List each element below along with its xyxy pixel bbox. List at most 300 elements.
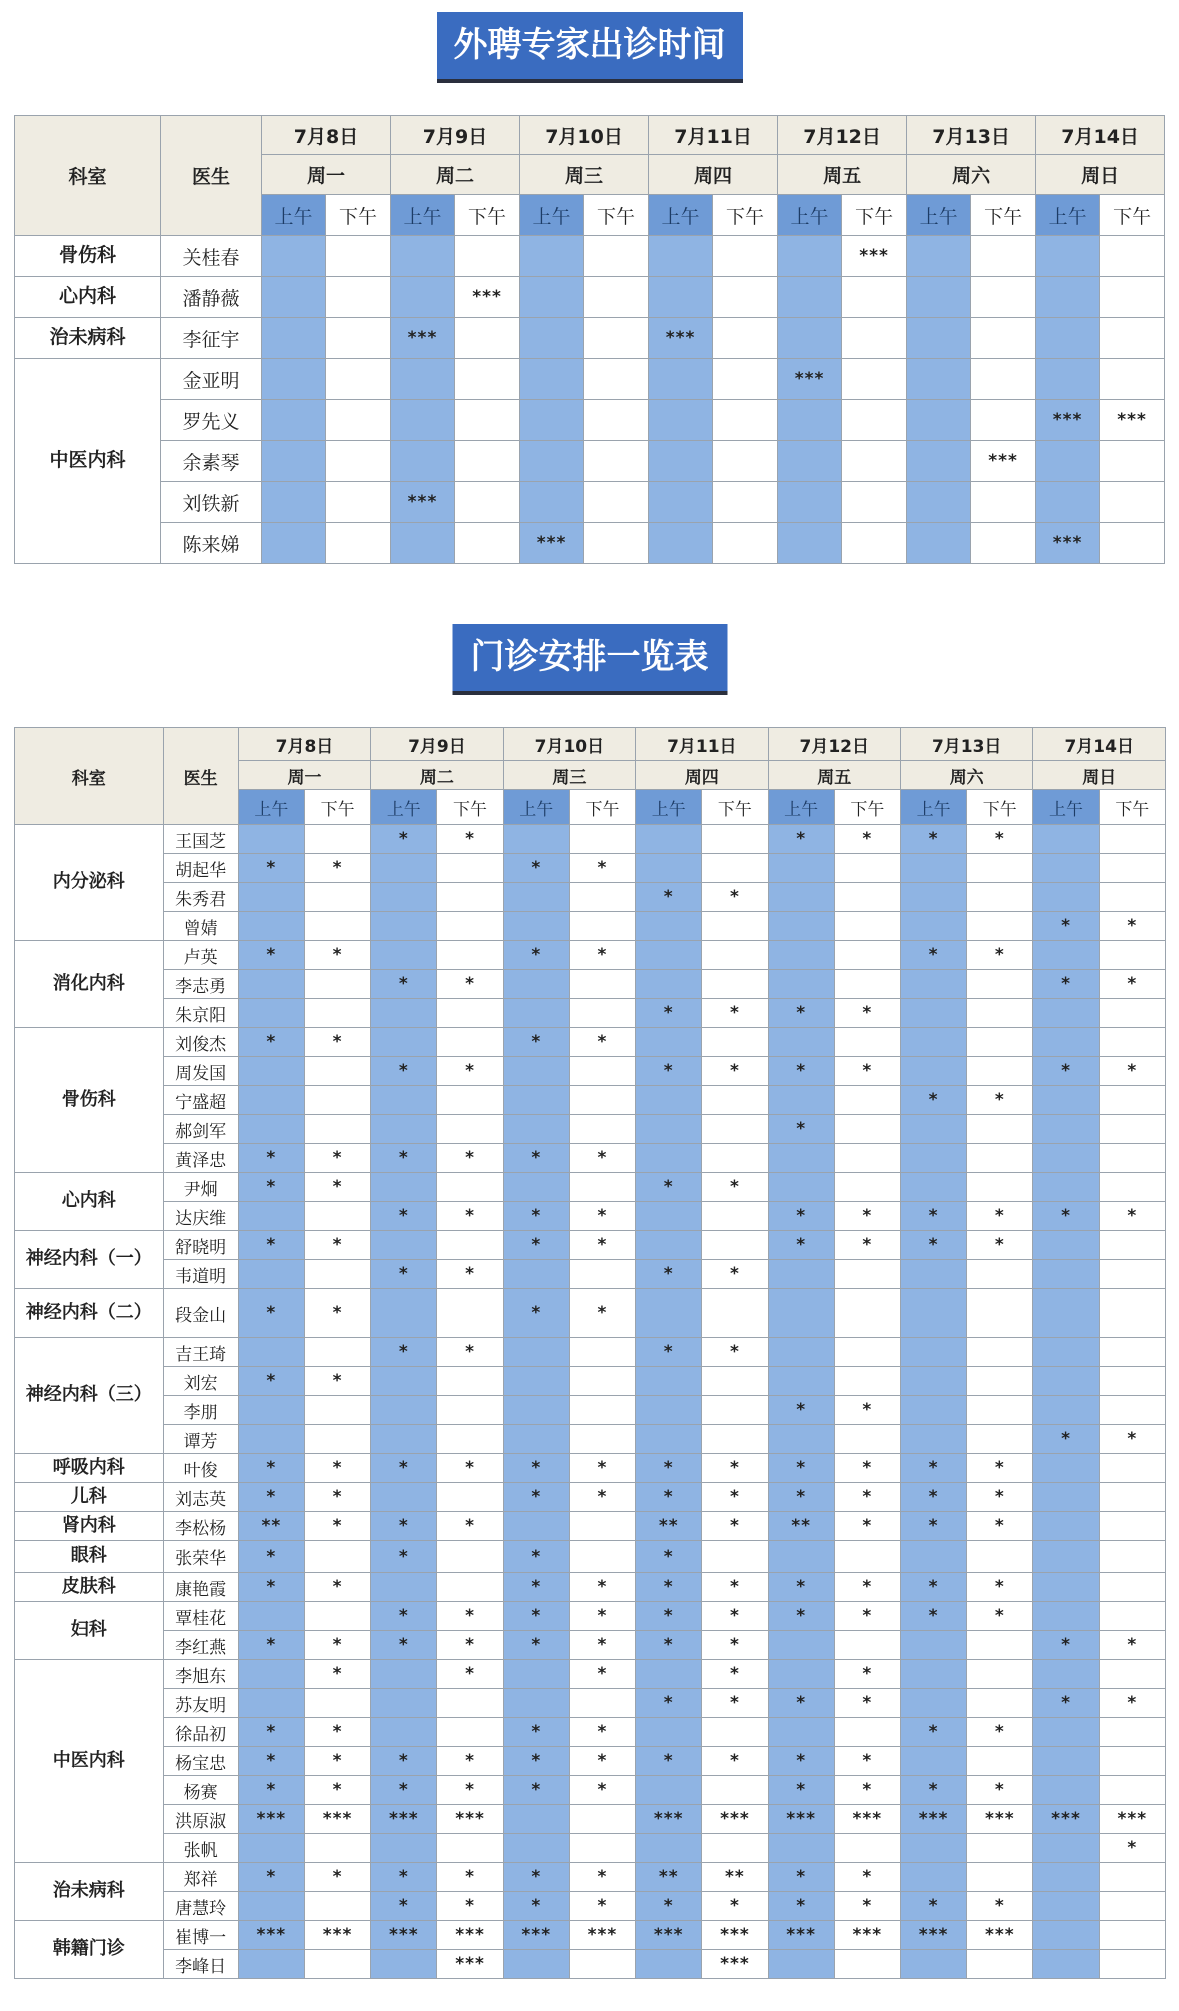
schedule-slot (238, 1057, 304, 1086)
schedule-slot: * (569, 1573, 635, 1602)
schedule-slot: * (636, 883, 702, 912)
schedule-slot: * (437, 970, 503, 999)
department-cell: 神经内科（三） (15, 1338, 164, 1454)
schedule-slot (1033, 1231, 1099, 1260)
schedule-slot: * (371, 1892, 437, 1921)
doctor-name: 胡起华 (163, 854, 238, 883)
doctor-name: 郑祥 (163, 1863, 238, 1892)
schedule-slot: * (304, 854, 370, 883)
schedule-slot: * (238, 1631, 304, 1660)
schedule-slot: *** (569, 1921, 635, 1950)
schedule-slot: * (967, 1512, 1033, 1541)
schedule-slot (584, 277, 649, 318)
header-date: 7月12日 (778, 116, 907, 155)
schedule-slot (900, 1260, 966, 1289)
schedule-slot: * (371, 1338, 437, 1367)
header-date: 7月11日 (649, 116, 778, 155)
schedule-slot (569, 1541, 635, 1573)
schedule-slot (371, 1028, 437, 1057)
schedule-slot (1099, 941, 1165, 970)
schedule-slot (304, 1202, 370, 1231)
schedule-slot (1099, 1602, 1165, 1631)
schedule-slot (371, 1086, 437, 1115)
schedule-slot (1033, 1892, 1099, 1921)
schedule-slot (1099, 1950, 1165, 1979)
schedule-slot: * (437, 1602, 503, 1631)
schedule-slot (1099, 1144, 1165, 1173)
doctor-name: 李松杨 (163, 1512, 238, 1541)
schedule-slot (649, 441, 713, 482)
schedule-slot (503, 1660, 569, 1689)
schedule-slot (304, 1086, 370, 1115)
schedule-slot (326, 318, 391, 359)
schedule-slot (768, 1260, 834, 1289)
schedule-slot (1099, 1573, 1165, 1602)
schedule-slot: * (834, 1483, 900, 1512)
schedule-slot: * (304, 1718, 370, 1747)
header-weekday: 周六 (907, 155, 1036, 195)
schedule-slot (907, 400, 971, 441)
schedule-slot: * (371, 1144, 437, 1173)
schedule-slot: * (702, 1631, 768, 1660)
schedule-slot (1036, 236, 1100, 277)
doctor-name: 李征宇 (161, 318, 262, 359)
schedule-slot (834, 1425, 900, 1454)
schedule-slot: * (569, 941, 635, 970)
schedule-slot (967, 1028, 1033, 1057)
schedule-slot: * (702, 1454, 768, 1483)
schedule-slot (900, 1660, 966, 1689)
schedule-slot: * (304, 1289, 370, 1338)
schedule-slot: * (900, 941, 966, 970)
schedule-slot: *** (967, 1805, 1033, 1834)
schedule-slot (326, 359, 391, 400)
schedule-slot (304, 1892, 370, 1921)
schedule-slot (778, 277, 842, 318)
schedule-slot (1036, 318, 1100, 359)
schedule-slot (1033, 1541, 1099, 1573)
doctor-name: 周发国 (163, 1057, 238, 1086)
schedule-slot (304, 1834, 370, 1863)
schedule-slot: * (636, 1260, 702, 1289)
schedule-slot (967, 1115, 1033, 1144)
doctor-name: 吉王琦 (163, 1338, 238, 1367)
schedule-slot: * (967, 1776, 1033, 1805)
schedule-slot (569, 999, 635, 1028)
schedule-slot (768, 1425, 834, 1454)
schedule-slot (907, 359, 971, 400)
schedule-slot (768, 1660, 834, 1689)
schedule-slot: * (768, 1776, 834, 1805)
schedule-slot: * (304, 1776, 370, 1805)
header-date: 7月10日 (520, 116, 649, 155)
schedule-slot: * (569, 1602, 635, 1631)
schedule-slot (768, 1173, 834, 1202)
schedule-slot: * (437, 1863, 503, 1892)
schedule-slot (455, 318, 520, 359)
doctor-name: 徐品初 (163, 1718, 238, 1747)
header-pm: 下午 (971, 195, 1036, 236)
schedule-slot (569, 1115, 635, 1144)
schedule-slot (584, 236, 649, 277)
schedule-slot: *** (834, 1921, 900, 1950)
schedule-slot (1033, 1115, 1099, 1144)
schedule-slot (900, 1338, 966, 1367)
schedule-slot: * (437, 1057, 503, 1086)
schedule-slot (636, 1425, 702, 1454)
schedule-slot (437, 1367, 503, 1396)
schedule-slot (649, 523, 713, 564)
doctor-name: 唐慧玲 (163, 1892, 238, 1921)
department-cell: 心内科 (15, 277, 161, 318)
doctor-name: 谭芳 (163, 1425, 238, 1454)
schedule-slot (713, 277, 778, 318)
schedule-slot: * (768, 999, 834, 1028)
schedule-slot: * (569, 1231, 635, 1260)
schedule-slot (569, 1425, 635, 1454)
schedule-slot: * (702, 1057, 768, 1086)
schedule-slot: *** (304, 1921, 370, 1950)
schedule-slot: * (900, 825, 966, 854)
schedule-slot (1033, 1921, 1099, 1950)
schedule-slot (326, 523, 391, 564)
schedule-slot: * (503, 1483, 569, 1512)
schedule-slot: * (768, 1573, 834, 1602)
schedule-slot: * (437, 825, 503, 854)
header-weekday: 周三 (503, 761, 635, 790)
schedule-slot: * (768, 1396, 834, 1425)
schedule-slot: * (900, 1512, 966, 1541)
schedule-slot (971, 482, 1036, 523)
schedule-slot (262, 523, 326, 564)
schedule-slot (768, 970, 834, 999)
schedule-slot (1099, 1454, 1165, 1483)
schedule-slot: * (503, 1747, 569, 1776)
schedule-slot (967, 1057, 1033, 1086)
schedule-slot: * (238, 1573, 304, 1602)
schedule-slot (437, 912, 503, 941)
schedule-slot (842, 318, 907, 359)
schedule-slot: * (900, 1892, 966, 1921)
schedule-slot: *** (1033, 1805, 1099, 1834)
schedule-slot (967, 1660, 1033, 1689)
schedule-slot: * (238, 1747, 304, 1776)
schedule-slot (900, 854, 966, 883)
schedule-slot: * (834, 1863, 900, 1892)
schedule-slot (262, 236, 326, 277)
doctor-name: 叶俊 (163, 1454, 238, 1483)
schedule-slot (834, 1144, 900, 1173)
doctor-name: 舒晓明 (163, 1231, 238, 1260)
schedule-slot (455, 523, 520, 564)
schedule-slot: * (304, 1863, 370, 1892)
doctor-name: 朱京阳 (163, 999, 238, 1028)
schedule-slot (1033, 854, 1099, 883)
schedule-slot: * (636, 1338, 702, 1367)
header-pm: 下午 (584, 195, 649, 236)
schedule-slot (437, 1689, 503, 1718)
schedule-slot (900, 1028, 966, 1057)
schedule-slot (1036, 482, 1100, 523)
schedule-slot (371, 1689, 437, 1718)
schedule-slot: * (636, 999, 702, 1028)
schedule-slot: ** (238, 1512, 304, 1541)
doctor-name: 李峰日 (163, 1950, 238, 1979)
schedule-slot (1033, 1718, 1099, 1747)
schedule-slot (437, 1289, 503, 1338)
schedule-slot: * (304, 1483, 370, 1512)
schedule-slot (584, 523, 649, 564)
doctor-name: 达庆维 (163, 1202, 238, 1231)
schedule-slot: * (768, 1602, 834, 1631)
schedule-slot (569, 1173, 635, 1202)
schedule-slot (1099, 1892, 1165, 1921)
schedule-slot: * (834, 1231, 900, 1260)
schedule-slot (834, 1028, 900, 1057)
schedule-slot (304, 1689, 370, 1718)
schedule-slot (636, 912, 702, 941)
schedule-slot: *** (304, 1805, 370, 1834)
schedule-slot: * (569, 1483, 635, 1512)
schedule-slot: *** (702, 1950, 768, 1979)
schedule-slot (503, 1805, 569, 1834)
schedule-slot (238, 1086, 304, 1115)
schedule-slot (238, 1892, 304, 1921)
schedule-slot: * (503, 1541, 569, 1573)
schedule-slot: * (834, 1689, 900, 1718)
schedule-slot: * (1099, 1425, 1165, 1454)
schedule-slot (569, 825, 635, 854)
schedule-slot (1100, 523, 1165, 564)
schedule-slot (238, 1202, 304, 1231)
schedule-slot: * (371, 970, 437, 999)
schedule-slot: * (569, 1718, 635, 1747)
schedule-slot: * (702, 1338, 768, 1367)
schedule-slot (1036, 359, 1100, 400)
schedule-slot: * (834, 1512, 900, 1541)
schedule-slot: *** (900, 1921, 966, 1950)
schedule-slot (702, 1834, 768, 1863)
doctor-name: 李旭东 (163, 1660, 238, 1689)
header-dept: 科室 (15, 116, 161, 236)
schedule-slot (834, 1631, 900, 1660)
schedule-slot (713, 482, 778, 523)
schedule-slot (455, 482, 520, 523)
schedule-slot: * (371, 1057, 437, 1086)
header-am: 上午 (238, 790, 304, 825)
schedule-slot (569, 1367, 635, 1396)
header-weekday: 周一 (262, 155, 391, 195)
header-pm: 下午 (834, 790, 900, 825)
schedule-slot (1033, 1863, 1099, 1892)
schedule-slot (262, 400, 326, 441)
department-cell: 心内科 (15, 1173, 164, 1231)
schedule-slot (636, 1367, 702, 1396)
schedule-slot (304, 1425, 370, 1454)
schedule-slot (304, 970, 370, 999)
schedule-slot: * (967, 825, 1033, 854)
schedule-slot (636, 1834, 702, 1863)
schedule-slot (1100, 482, 1165, 523)
schedule-slot (238, 1660, 304, 1689)
doctor-name: 杨赛 (163, 1776, 238, 1805)
schedule-slot (1036, 441, 1100, 482)
header-am: 上午 (900, 790, 966, 825)
schedule-slot (907, 441, 971, 482)
schedule-slot (907, 523, 971, 564)
doctor-name: 李红燕 (163, 1631, 238, 1660)
doctor-name: 余素琴 (161, 441, 262, 482)
schedule-slot (437, 1483, 503, 1512)
doctor-name: 覃桂花 (163, 1602, 238, 1631)
schedule-slot: * (304, 1173, 370, 1202)
schedule-slot (371, 1573, 437, 1602)
schedule-slot (713, 400, 778, 441)
schedule-slot (967, 970, 1033, 999)
schedule-slot (834, 912, 900, 941)
schedule-slot: * (503, 1602, 569, 1631)
schedule-slot (834, 1834, 900, 1863)
schedule-slot: * (371, 1602, 437, 1631)
schedule-slot: *** (1099, 1805, 1165, 1834)
schedule-slot: * (1033, 1631, 1099, 1660)
schedule-slot (842, 482, 907, 523)
schedule-slot: ** (636, 1512, 702, 1541)
schedule-slot (702, 1028, 768, 1057)
schedule-title-external-experts: 外聘专家出诊时间 (437, 12, 743, 83)
schedule-slot: * (371, 1454, 437, 1483)
schedule-slot (907, 482, 971, 523)
schedule-slot (768, 1631, 834, 1660)
schedule-slot (834, 1367, 900, 1396)
schedule-slot (437, 854, 503, 883)
header-am: 上午 (649, 195, 713, 236)
schedule-slot: * (238, 1028, 304, 1057)
schedule-slot: * (1099, 1202, 1165, 1231)
schedule-slot (584, 359, 649, 400)
schedule-slot (238, 1602, 304, 1631)
schedule-slot (1099, 1231, 1165, 1260)
header-date: 7月9日 (371, 728, 503, 761)
schedule-slot (1033, 1834, 1099, 1863)
schedule-slot: *** (455, 277, 520, 318)
schedule-slot (437, 1718, 503, 1747)
schedule-slot (304, 999, 370, 1028)
schedule-slot (907, 318, 971, 359)
schedule-slot (834, 970, 900, 999)
schedule-slot: * (702, 1483, 768, 1512)
schedule-slot (520, 400, 584, 441)
schedule-slot (900, 1425, 966, 1454)
schedule-slot (569, 912, 635, 941)
schedule-slot (834, 1541, 900, 1573)
schedule-slot (437, 941, 503, 970)
schedule-slot (907, 236, 971, 277)
schedule-slot (503, 999, 569, 1028)
schedule-slot (702, 1541, 768, 1573)
schedule-slot: * (702, 1747, 768, 1776)
header-date: 7月13日 (900, 728, 1032, 761)
schedule-slot: * (304, 1660, 370, 1689)
schedule-slot (437, 1173, 503, 1202)
header-weekday: 周二 (391, 155, 520, 195)
schedule-slot (238, 825, 304, 854)
schedule-slot: * (1099, 970, 1165, 999)
schedule-slot (702, 1289, 768, 1338)
schedule-slot: * (304, 1512, 370, 1541)
schedule-slot: * (768, 1115, 834, 1144)
schedule-slot (768, 1144, 834, 1173)
schedule-slot: * (636, 1454, 702, 1483)
schedule-slot (768, 1289, 834, 1338)
header-pm: 下午 (304, 790, 370, 825)
schedule-slot (1033, 1289, 1099, 1338)
schedule-slot (842, 441, 907, 482)
header-dept: 科室 (15, 728, 164, 825)
schedule-slot (702, 941, 768, 970)
schedule-slot (262, 359, 326, 400)
schedule-slot (778, 400, 842, 441)
schedule-slot: * (371, 1863, 437, 1892)
schedule-slot (437, 883, 503, 912)
schedule-slot: * (503, 1231, 569, 1260)
schedule-slot: *** (437, 1805, 503, 1834)
schedule-slot (900, 1367, 966, 1396)
schedule-slot: * (768, 1689, 834, 1718)
schedule-slot: * (304, 1144, 370, 1173)
schedule-slot: *** (971, 441, 1036, 482)
doctor-name: 段金山 (163, 1289, 238, 1338)
schedule-slot: *** (900, 1805, 966, 1834)
schedule-slot (569, 1834, 635, 1863)
schedule-slot: * (900, 1573, 966, 1602)
schedule-slot (971, 523, 1036, 564)
schedule-slot (702, 1086, 768, 1115)
doctor-name: 张荣华 (163, 1541, 238, 1573)
schedule-slot: * (768, 825, 834, 854)
schedule-slot: * (1099, 912, 1165, 941)
schedule-slot: * (702, 883, 768, 912)
schedule-slot (437, 1573, 503, 1602)
schedule-slot (900, 1144, 966, 1173)
schedule-slot: * (1099, 1834, 1165, 1863)
schedule-slot: * (503, 1289, 569, 1338)
schedule-slot: * (967, 1202, 1033, 1231)
schedule-slot (455, 400, 520, 441)
schedule-slot: * (834, 825, 900, 854)
schedule-slot (238, 1338, 304, 1367)
schedule-slot: * (1033, 970, 1099, 999)
schedule-slot (702, 1115, 768, 1144)
schedule-slot: * (1033, 1425, 1099, 1454)
header-weekday: 周五 (768, 761, 900, 790)
schedule-slot: * (1033, 1057, 1099, 1086)
schedule-slot: * (702, 999, 768, 1028)
schedule-slot: * (437, 1892, 503, 1921)
doctor-name: 刘志英 (163, 1483, 238, 1512)
schedule-slot (900, 883, 966, 912)
schedule-slot (304, 1541, 370, 1573)
schedule-slot (503, 1396, 569, 1425)
header-date: 7月9日 (391, 116, 520, 155)
schedule-slot (569, 1805, 635, 1834)
schedule-slot: * (1099, 1631, 1165, 1660)
schedule-slot (900, 1631, 966, 1660)
schedule-slot (1033, 1338, 1099, 1367)
schedule-slot (842, 277, 907, 318)
schedule-slot (569, 1086, 635, 1115)
schedule-slot (238, 1689, 304, 1718)
